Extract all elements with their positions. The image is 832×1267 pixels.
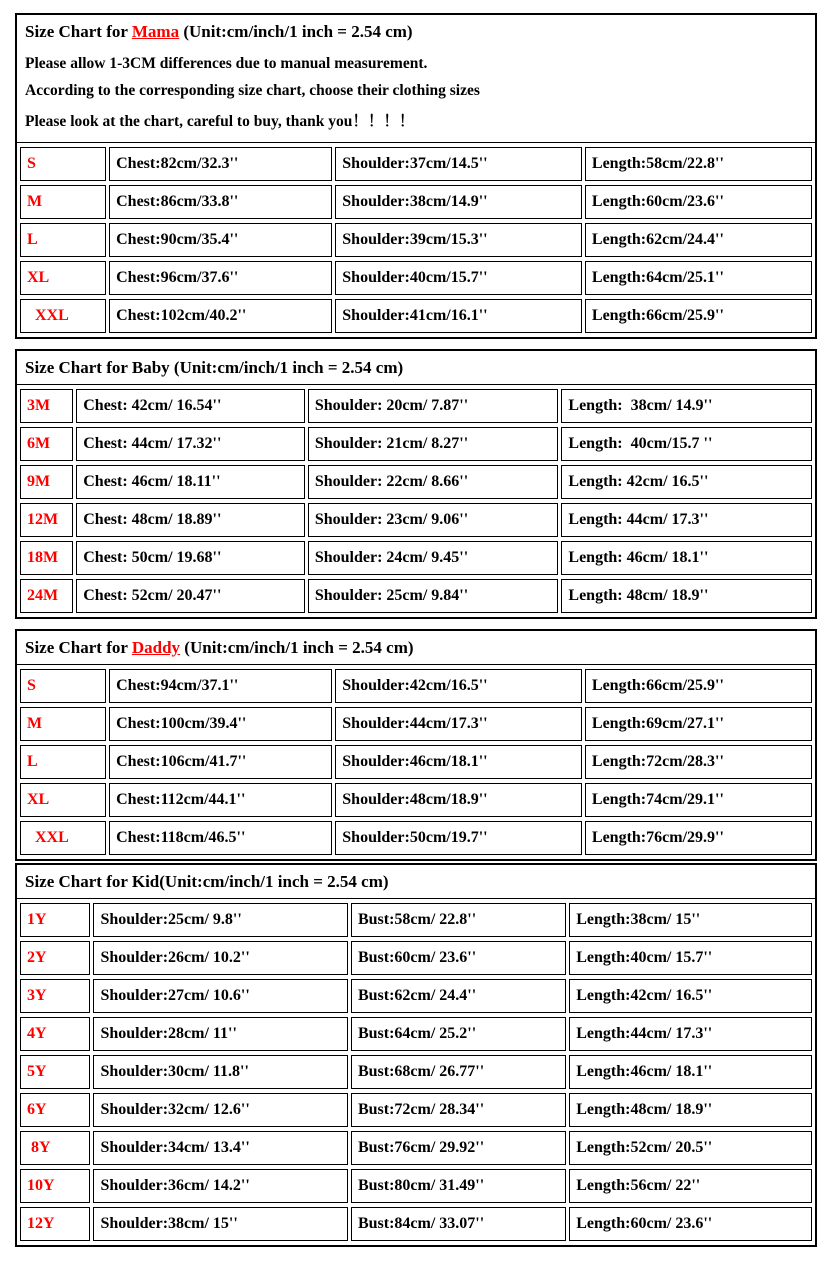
- table-row: [20, 941, 812, 975]
- table-row: [20, 185, 812, 219]
- measurement-cell: Bust:84cm/ 33.07'': [351, 1207, 566, 1241]
- size-cell: M: [20, 707, 106, 741]
- title-prefix: Size Chart for: [25, 872, 132, 891]
- size-cell: S: [20, 669, 106, 703]
- measurement-cell: Chest:82cm/32.3'': [109, 147, 332, 181]
- measurement-cell: Chest:100cm/39.4'': [109, 707, 332, 741]
- size-table-mama: [17, 143, 815, 337]
- measurement-cell: Chest:106cm/41.7'': [109, 745, 332, 779]
- title-suffix: (Unit:cm/inch/1 inch = 2.54 cm): [159, 872, 389, 891]
- measurement-cell: Shoulder: 25cm/ 9.84'': [308, 579, 559, 613]
- measurement-cell: Chest: 42cm/ 16.54'': [76, 389, 305, 423]
- measurement-cell: Length:66cm/25.9'': [585, 669, 812, 703]
- measurement-cell: Length:58cm/22.8'': [585, 147, 812, 181]
- title-prefix: Size Chart for: [25, 638, 132, 657]
- measurement-cell: Length:44cm/ 17.3'': [569, 1017, 812, 1051]
- title-name: Baby: [131, 358, 170, 377]
- table-row: [20, 707, 812, 741]
- measurement-cell: Length:48cm/ 18.9'': [569, 1093, 812, 1127]
- measurement-cell: Shoulder: 22cm/ 8.66'': [308, 465, 559, 499]
- measurement-cell: Shoulder:38cm/14.9'': [335, 185, 582, 219]
- size-cell: 24M: [20, 579, 73, 613]
- measurement-cell: Length: 42cm/ 16.5'': [561, 465, 812, 499]
- measurement-cell: Bust:72cm/ 28.34'': [351, 1093, 566, 1127]
- measurement-cell: Shoulder:42cm/16.5'': [335, 669, 582, 703]
- measurement-cell: Length:66cm/25.9'': [585, 299, 812, 333]
- size-cell: XL: [20, 783, 106, 817]
- title-suffix: (Unit:cm/inch/1 inch = 2.54 cm): [169, 358, 404, 377]
- measurement-cell: Bust:60cm/ 23.6'': [351, 941, 566, 975]
- size-chart-section-daddy: [15, 629, 817, 861]
- measurement-cell: Shoulder: 20cm/ 7.87'': [308, 389, 559, 423]
- measurement-cell: Length: 44cm/ 17.3'': [561, 503, 812, 537]
- table-row: [20, 147, 812, 181]
- title-name: Mama: [131, 22, 180, 41]
- measurement-cell: Shoulder:34cm/ 13.4'': [93, 1131, 347, 1165]
- size-cell: 3Y: [20, 979, 90, 1013]
- measurement-cell: Bust:80cm/ 31.49'': [351, 1169, 566, 1203]
- measurement-cell: Length: 38cm/ 14.9'': [561, 389, 812, 423]
- measurement-cell: Chest: 46cm/ 18.11'': [76, 465, 305, 499]
- measurement-cell: Shoulder:26cm/ 10.2'': [93, 941, 347, 975]
- size-cell: 12Y: [20, 1207, 90, 1241]
- size-cell: 3M: [20, 389, 73, 423]
- measurement-cell: Shoulder:32cm/ 12.6'': [93, 1093, 347, 1127]
- measurement-cell: Shoulder: 24cm/ 9.45'': [308, 541, 559, 575]
- table-row: [20, 261, 812, 295]
- measurement-cell: Shoulder:48cm/18.9'': [335, 783, 582, 817]
- size-table-kid: [17, 899, 815, 1245]
- measurement-cell: Shoulder:50cm/19.7'': [335, 821, 582, 855]
- measurement-cell: Bust:68cm/ 26.77'': [351, 1055, 566, 1089]
- measurement-cell: Chest:86cm/33.8'': [109, 185, 332, 219]
- measurement-cell: Shoulder:37cm/14.5'': [335, 147, 582, 181]
- size-table-baby: [17, 385, 815, 617]
- table-row: [20, 979, 812, 1013]
- measurement-cell: Chest:94cm/37.1'': [109, 669, 332, 703]
- table-row: [20, 745, 812, 779]
- measurement-cell: Length: 40cm/15.7 '': [561, 427, 812, 461]
- size-cell: 1Y: [20, 903, 90, 937]
- size-cell: 6Y: [20, 1093, 90, 1127]
- table-row: [20, 1093, 812, 1127]
- measurement-cell: Length:62cm/24.4'': [585, 223, 812, 257]
- table-row: [20, 669, 812, 703]
- measurement-cell: Chest: 48cm/ 18.89'': [76, 503, 305, 537]
- chart-title-baby: [25, 355, 807, 382]
- title-prefix: Size Chart for: [25, 22, 132, 41]
- size-cell: XL: [20, 261, 106, 295]
- measurement-cell: Length:76cm/29.9'': [585, 821, 812, 855]
- table-row: [20, 299, 812, 333]
- measurement-cell: Shoulder:40cm/15.7'': [335, 261, 582, 295]
- table-row: [20, 579, 812, 613]
- size-cell: 5Y: [20, 1055, 90, 1089]
- title-suffix: (Unit:cm/inch/1 inch = 2.54 cm): [180, 638, 414, 657]
- measurement-cell: Bust:76cm/ 29.92'': [351, 1131, 566, 1165]
- measurement-cell: Shoulder:28cm/ 11'': [93, 1017, 347, 1051]
- table-row: [20, 223, 812, 257]
- size-cell: 2Y: [20, 941, 90, 975]
- chart-header-kid: [17, 865, 815, 899]
- chart-title-kid: [25, 869, 807, 896]
- measurement-cell: Chest:90cm/35.4'': [109, 223, 332, 257]
- chart-header-daddy: [17, 631, 815, 665]
- title-name: Daddy: [131, 638, 181, 657]
- measurement-cell: Bust:58cm/ 22.8'': [351, 903, 566, 937]
- measurement-cell: Shoulder:36cm/ 14.2'': [93, 1169, 347, 1203]
- title-prefix: Size Chart for: [25, 358, 132, 377]
- measurement-cell: Chest:118cm/46.5'': [109, 821, 332, 855]
- size-chart-section-baby: [15, 349, 817, 619]
- table-row: [20, 1055, 812, 1089]
- measurement-cell: Shoulder:44cm/17.3'': [335, 707, 582, 741]
- measurement-cell: Shoulder:30cm/ 11.8'': [93, 1055, 347, 1089]
- measurement-cell: Length:52cm/ 20.5'': [569, 1131, 812, 1165]
- measurement-cell: Shoulder: 21cm/ 8.27'': [308, 427, 559, 461]
- measurement-cell: Shoulder:41cm/16.1'': [335, 299, 582, 333]
- table-row: [20, 1207, 812, 1241]
- measurement-cell: Chest: 44cm/ 17.32'': [76, 427, 305, 461]
- measurement-cell: Shoulder:38cm/ 15'': [93, 1207, 347, 1241]
- size-cell: L: [20, 745, 106, 779]
- measurement-cell: Length:40cm/ 15.7'': [569, 941, 812, 975]
- size-cell: L: [20, 223, 106, 257]
- size-cell: 8Y: [20, 1131, 90, 1165]
- measurement-cell: Bust:64cm/ 25.2'': [351, 1017, 566, 1051]
- measurement-cell: Length:60cm/23.6'': [585, 185, 812, 219]
- size-cell: 4Y: [20, 1017, 90, 1051]
- measurement-cell: Length:72cm/28.3'': [585, 745, 812, 779]
- size-cell: S: [20, 147, 106, 181]
- measurement-cell: Chest: 52cm/ 20.47'': [76, 579, 305, 613]
- table-row: [20, 1169, 812, 1203]
- title-name: Kid: [131, 872, 160, 891]
- measurement-cell: Chest:112cm/44.1'': [109, 783, 332, 817]
- measurement-cell: Length:74cm/29.1'': [585, 783, 812, 817]
- measurement-cell: Length:56cm/ 22'': [569, 1169, 812, 1203]
- measurement-cell: Shoulder:27cm/ 10.6'': [93, 979, 347, 1013]
- measurement-cell: Shoulder:25cm/ 9.8'': [93, 903, 347, 937]
- note-choose-size: According to the corresponding size chart, choose their clothing sizes: [25, 82, 480, 99]
- size-chart-section-kid: [15, 863, 817, 1247]
- size-cell: 12M: [20, 503, 73, 537]
- measurement-cell: Shoulder:39cm/15.3'': [335, 223, 582, 257]
- chart-header-baby: [17, 351, 815, 385]
- table-row: [20, 389, 812, 423]
- table-row: [20, 821, 812, 855]
- size-cell: 10Y: [20, 1169, 90, 1203]
- chart-header-mama: [17, 15, 815, 143]
- measurement-cell: Shoulder: 23cm/ 9.06'': [308, 503, 559, 537]
- size-cell: XXL: [20, 821, 106, 855]
- measurement-cell: Length:38cm/ 15'': [569, 903, 812, 937]
- measurement-cell: Length: 48cm/ 18.9'': [561, 579, 812, 613]
- measurement-cell: Bust:62cm/ 24.4'': [351, 979, 566, 1013]
- measurement-cell: Length:42cm/ 16.5'': [569, 979, 812, 1013]
- table-row: [20, 541, 812, 575]
- chart-title-daddy: [25, 635, 807, 662]
- note-measurement-tolerance: Please allow 1-3CM differences due to manual measurement.: [25, 55, 428, 72]
- note-careful-to-buy: Please look at the chart, careful to buy, thank you！！！！: [25, 113, 415, 130]
- size-chart-section-mama: [15, 13, 817, 339]
- measurement-cell: Shoulder:46cm/18.1'': [335, 745, 582, 779]
- table-row: [20, 783, 812, 817]
- chart-title-mama: [25, 19, 807, 46]
- measurement-cell: Length:60cm/ 23.6'': [569, 1207, 812, 1241]
- size-cell: XXL: [20, 299, 106, 333]
- table-row: [20, 427, 812, 461]
- measurement-cell: Chest:96cm/37.6'': [109, 261, 332, 295]
- size-cell: M: [20, 185, 106, 219]
- size-cell: 9M: [20, 465, 73, 499]
- table-row: [20, 465, 812, 499]
- size-cell: 6M: [20, 427, 73, 461]
- table-row: [20, 503, 812, 537]
- measurement-cell: Length: 46cm/ 18.1'': [561, 541, 812, 575]
- size-cell: 18M: [20, 541, 73, 575]
- measurement-cell: Length:64cm/25.1'': [585, 261, 812, 295]
- table-row: [20, 903, 812, 937]
- measurement-cell: Length:69cm/27.1'': [585, 707, 812, 741]
- table-row: [20, 1131, 812, 1165]
- measurement-cell: Chest: 50cm/ 19.68'': [76, 541, 305, 575]
- measurement-cell: Length:46cm/ 18.1'': [569, 1055, 812, 1089]
- title-suffix: (Unit:cm/inch/1 inch = 2.54 cm): [179, 22, 413, 41]
- size-table-daddy: [17, 665, 815, 859]
- table-row: [20, 1017, 812, 1051]
- measurement-cell: Chest:102cm/40.2'': [109, 299, 332, 333]
